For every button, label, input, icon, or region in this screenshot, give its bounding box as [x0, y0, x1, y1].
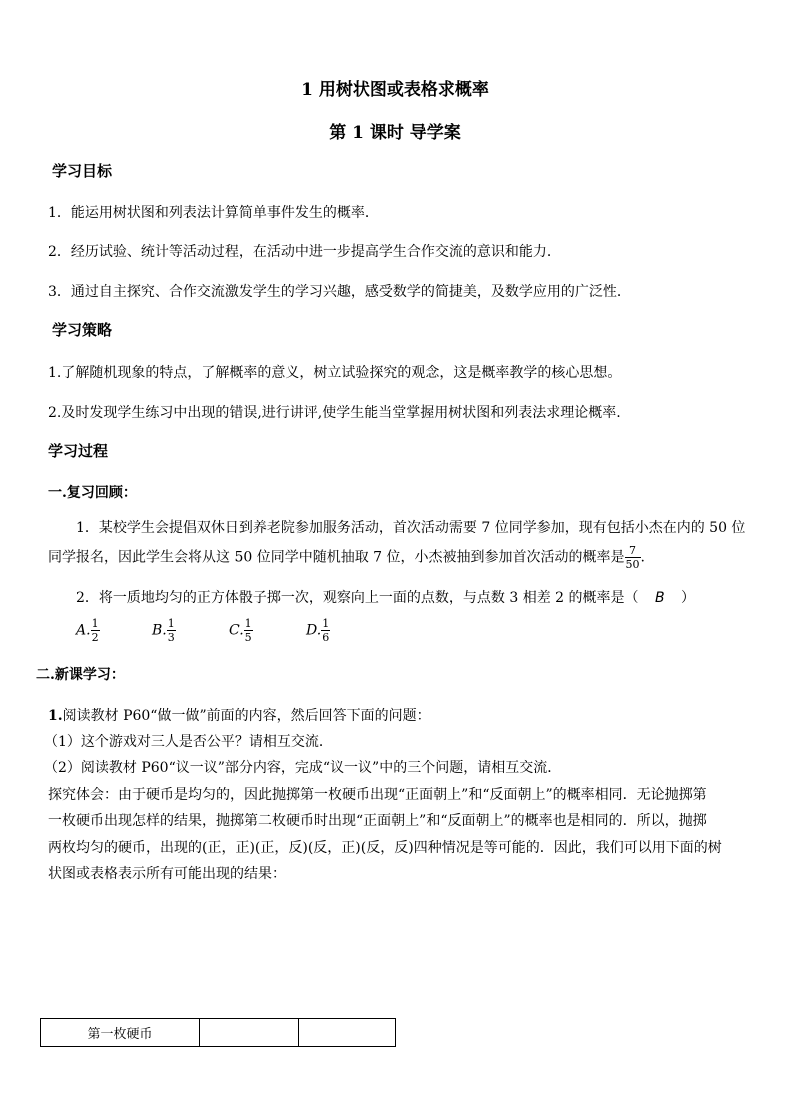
option-denominator: 5 [244, 631, 252, 644]
table-header-cell: 第一枚硬币 [41, 1019, 200, 1047]
option-fraction [167, 618, 176, 643]
option-denominator: 3 [167, 631, 175, 644]
option-b [152, 618, 176, 643]
review-q2-answer: B [654, 590, 665, 606]
table-row [41, 1019, 396, 1047]
explore-line: 状图或表格表示所有可能出现的结果： [48, 866, 286, 882]
table-header-cell [200, 1019, 299, 1047]
goal-item: 1．能运用树状图和列表法计算简单事件发生的概率． [48, 205, 379, 221]
answer-numerator: 7 [629, 544, 637, 557]
newlesson-sub2: （2）阅读教材 P60“议一议”部分内容，完成“议一议”中的三个问题，请相互交流． [44, 760, 562, 776]
option-numerator: 1 [91, 617, 99, 630]
option-a [76, 618, 100, 643]
goals-heading: 学习目标 [52, 162, 113, 180]
strategy-heading: 学习策略 [52, 321, 113, 339]
answer-fraction [625, 545, 641, 570]
option-label: A. [76, 622, 91, 639]
strategy-item: 2.及时发现学生练习中出现的错误,进行讲评,使学生能当堂掌握用树状图和列表法求理论概率. [48, 405, 621, 421]
explore-line: 一枚硬币出现怎样的结果，抛掷第二枚硬币时出现“正面朝上”和“反面朝上”的概率也是相同的．所以，抛掷 [48, 813, 707, 829]
coin-result-table [40, 1018, 396, 1047]
explore-line: 探究体会：由于硬币是均匀的，因此抛掷第一枚硬币出现“正面朝上”和“反面朝上”的概率相同．无论抛掷第 [48, 787, 707, 803]
option-fraction [244, 618, 253, 643]
option-d [306, 618, 330, 643]
option-numerator: 1 [167, 617, 175, 630]
option-numerator: 1 [322, 617, 330, 630]
newlesson-item1-number: 1. [48, 708, 63, 724]
option-fraction [91, 618, 100, 643]
process-heading: 学习过程 [48, 442, 109, 460]
review-q2-close: ） [681, 590, 696, 606]
option-label: B. [152, 622, 167, 639]
review-heading: 一.复习回顾： [48, 485, 137, 501]
newlesson-item1-text: 阅读教材 P60“做一做”前面的内容，然后回答下面的问题： [62, 708, 431, 724]
newlesson-item1 [48, 705, 431, 725]
table-header-cell [299, 1019, 396, 1047]
option-numerator: 1 [244, 617, 252, 630]
goal-item: 3．通过自主探究、合作交流激发学生的学习兴趣，感受数学的简捷美，及数学应用的广泛性． [48, 284, 631, 300]
page-subtitle: 第 1 课时 导学案 [329, 123, 461, 143]
page-title: 1 用树状图或表格求概率 [301, 80, 489, 100]
option-label: C. [229, 622, 244, 639]
review-q1-end: . [640, 549, 645, 566]
newlesson-sub1: （1）这个游戏对三人是否公平？请相互交流． [44, 734, 333, 750]
strategy-item: 1.了解随机现象的特点，了解概率的意义，树立试验探究的观念，这是概率教学的核心思想。 [48, 365, 622, 381]
review-q2 [76, 587, 695, 607]
goal-item: 2．经历试验、统计等活动过程，在活动中进一步提高学生合作交流的意识和能力． [48, 244, 561, 260]
review-q2-text: 2．将一质地均匀的正方体骰子掷一次，观察向上一面的点数，与点数 3 相差 2 的概率是（ [76, 590, 639, 606]
newlesson-heading: 二.新课学习： [36, 667, 125, 683]
review-q1-line1: 1．某校学生会提倡双休日到养老院参加服务活动，首次活动需要 7 位同学参加，现有包括小杰在内的 50 位 [76, 520, 746, 536]
explore-line: 两枚均匀的硬币，出现的(正，正)(正，反)(反，正)(反，反)四种情况是等可能的．因此，我们可以用下面的树 [48, 840, 722, 856]
review-q1-text: 同学报名，因此学生会将从这 50 位同学中随机抽取 7 位，小杰被抽到参加首次活动的概率是 [48, 549, 625, 566]
option-denominator: 6 [322, 631, 330, 644]
option-c [229, 618, 253, 643]
answer-denominator: 50 [625, 558, 640, 571]
review-q1-line2 [48, 545, 645, 570]
option-denominator: 2 [91, 631, 99, 644]
option-label: D. [306, 622, 322, 639]
option-fraction [321, 618, 330, 643]
